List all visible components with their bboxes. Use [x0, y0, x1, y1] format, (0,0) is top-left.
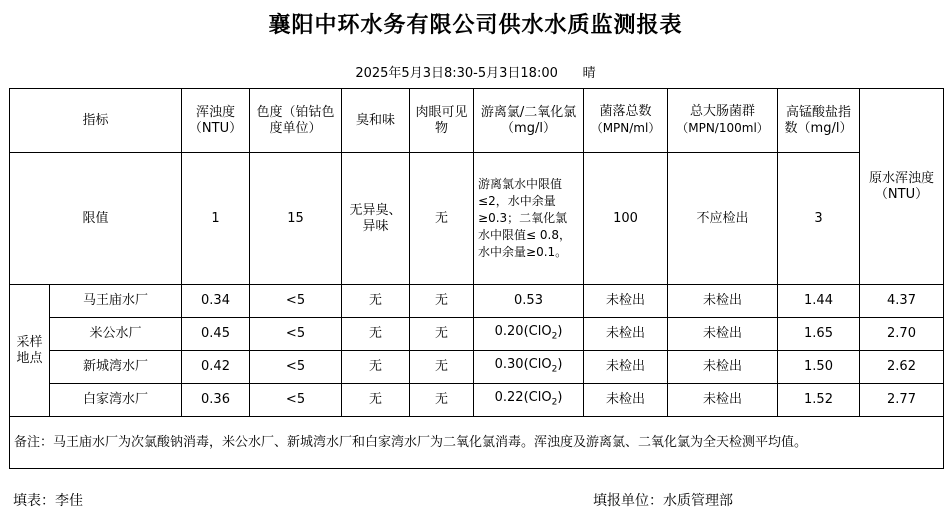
raw-turbidity-value: 2.77 [860, 384, 944, 417]
permanganate-value: 1.44 [778, 285, 860, 318]
header-turbidity: 浑浊度（NTU） [182, 89, 250, 153]
color-value: <5 [250, 285, 342, 318]
site-name: 白家湾水厂 [50, 384, 182, 417]
report-title: 襄阳中环水务有限公司供水水质监测报表 [268, 13, 683, 38]
chlorine-number: 0.20 [494, 323, 524, 339]
coliform-value: 未检出 [668, 318, 778, 351]
coliform-value: 未检出 [668, 351, 778, 384]
turbidity-value: 0.34 [182, 285, 250, 318]
bacteria-value: 未检出 [584, 384, 668, 417]
odor-value: 无 [342, 384, 410, 417]
site-name: 马王庙水厂 [50, 285, 182, 318]
turbidity-value: 0.45 [182, 318, 250, 351]
raw-turbidity-value: 4.37 [860, 285, 944, 318]
bacteria-value: 未检出 [584, 351, 668, 384]
site-name: 米公水厂 [50, 318, 182, 351]
odor-value: 无 [342, 285, 410, 318]
note-text: 备注：马王庙水厂为次氯酸钠消毒，米公水厂、新城湾水厂和白家湾水厂为二氧化氯消毒。浑浊度及游离氯、二氧化氯为全天检测平均值。 [10, 417, 944, 469]
chlorine-number: 0.30 [494, 356, 524, 372]
report-date-weather: 2025年5月3日8:30-5月3日18:00 晴 [355, 66, 596, 81]
limit-coliform: 不应检出 [668, 153, 778, 285]
header-raw-turbidity: 原水浑浊度（NTU） [860, 89, 944, 285]
turbidity-value: 0.36 [182, 384, 250, 417]
odor-value: 无 [342, 318, 410, 351]
header-visible: 肉眼可见物 [410, 89, 474, 153]
table-row [10, 285, 944, 318]
chlorine-suffix: (ClO$_2$) [523, 323, 563, 342]
limit-permanganate: 3 [778, 153, 860, 285]
chlorine-suffix: (ClO$_2$) [523, 389, 563, 408]
header-odor: 臭和味 [342, 89, 410, 153]
limits-label: 限值 [10, 153, 182, 285]
limits-row [10, 153, 944, 285]
limit-color: 15 [250, 153, 342, 285]
table-row [10, 351, 944, 384]
permanganate-value: 1.50 [778, 351, 860, 384]
note-row [10, 417, 944, 469]
raw-turbidity-value: 2.62 [860, 351, 944, 384]
chlorine-value [474, 384, 584, 417]
header-row [10, 89, 944, 153]
color-value: <5 [250, 351, 342, 384]
filler-name: 填表：李佳 [13, 493, 83, 509]
header-coliform [668, 89, 778, 153]
table-row [10, 318, 944, 351]
chlorine-number: 0.22 [494, 389, 524, 405]
chlorine-value [474, 285, 584, 318]
header-coliform-unit: （MPN/100ml） [676, 121, 769, 135]
header-color: 色度（铂钴色度单位） [250, 89, 342, 153]
chlorine-suffix: (ClO$_2$) [523, 356, 563, 375]
limit-chlorine: 游离氯水中限值 ≤2，水中余量≥0.3；二氧化氯水中限值≤ 0.8，水中余量≥0.1。 [474, 153, 584, 285]
odor-value: 无 [342, 351, 410, 384]
reporting-unit: 填报单位：水质管理部 [593, 493, 733, 509]
header-bacteria-unit: （MPN/ml） [590, 121, 661, 135]
header-indicator: 指标 [10, 89, 182, 153]
header-coliform-label: 总大肠菌群 [690, 104, 756, 119]
visible-value: 无 [410, 384, 474, 417]
water-quality-table [9, 88, 944, 469]
limit-bacteria: 100 [584, 153, 668, 285]
chlorine-value [474, 318, 584, 351]
coliform-value: 未检出 [668, 285, 778, 318]
permanganate-value: 1.65 [778, 318, 860, 351]
header-permanganate: 高锰酸盐指数（mg/l） [778, 89, 860, 153]
header-chlorine: 游离氯/二氧化氯（mg/l） [474, 89, 584, 153]
coliform-value: 未检出 [668, 384, 778, 417]
bacteria-value: 未检出 [584, 285, 668, 318]
permanganate-value: 1.52 [778, 384, 860, 417]
table-row [10, 384, 944, 417]
header-bacteria [584, 89, 668, 153]
limit-turbidity: 1 [182, 153, 250, 285]
chlorine-value [474, 351, 584, 384]
sampling-label: 采样地点 [10, 285, 50, 417]
header-bacteria-label: 菌落总数 [599, 104, 652, 119]
visible-value: 无 [410, 318, 474, 351]
limit-odor: 无异臭、异味 [342, 153, 410, 285]
color-value: <5 [250, 384, 342, 417]
visible-value: 无 [410, 351, 474, 384]
chlorine-number: 0.53 [514, 293, 543, 308]
visible-value: 无 [410, 285, 474, 318]
turbidity-value: 0.42 [182, 351, 250, 384]
bacteria-value: 未检出 [584, 318, 668, 351]
color-value: <5 [250, 318, 342, 351]
limit-visible: 无 [410, 153, 474, 285]
raw-turbidity-value: 2.70 [860, 318, 944, 351]
site-name: 新城湾水厂 [50, 351, 182, 384]
